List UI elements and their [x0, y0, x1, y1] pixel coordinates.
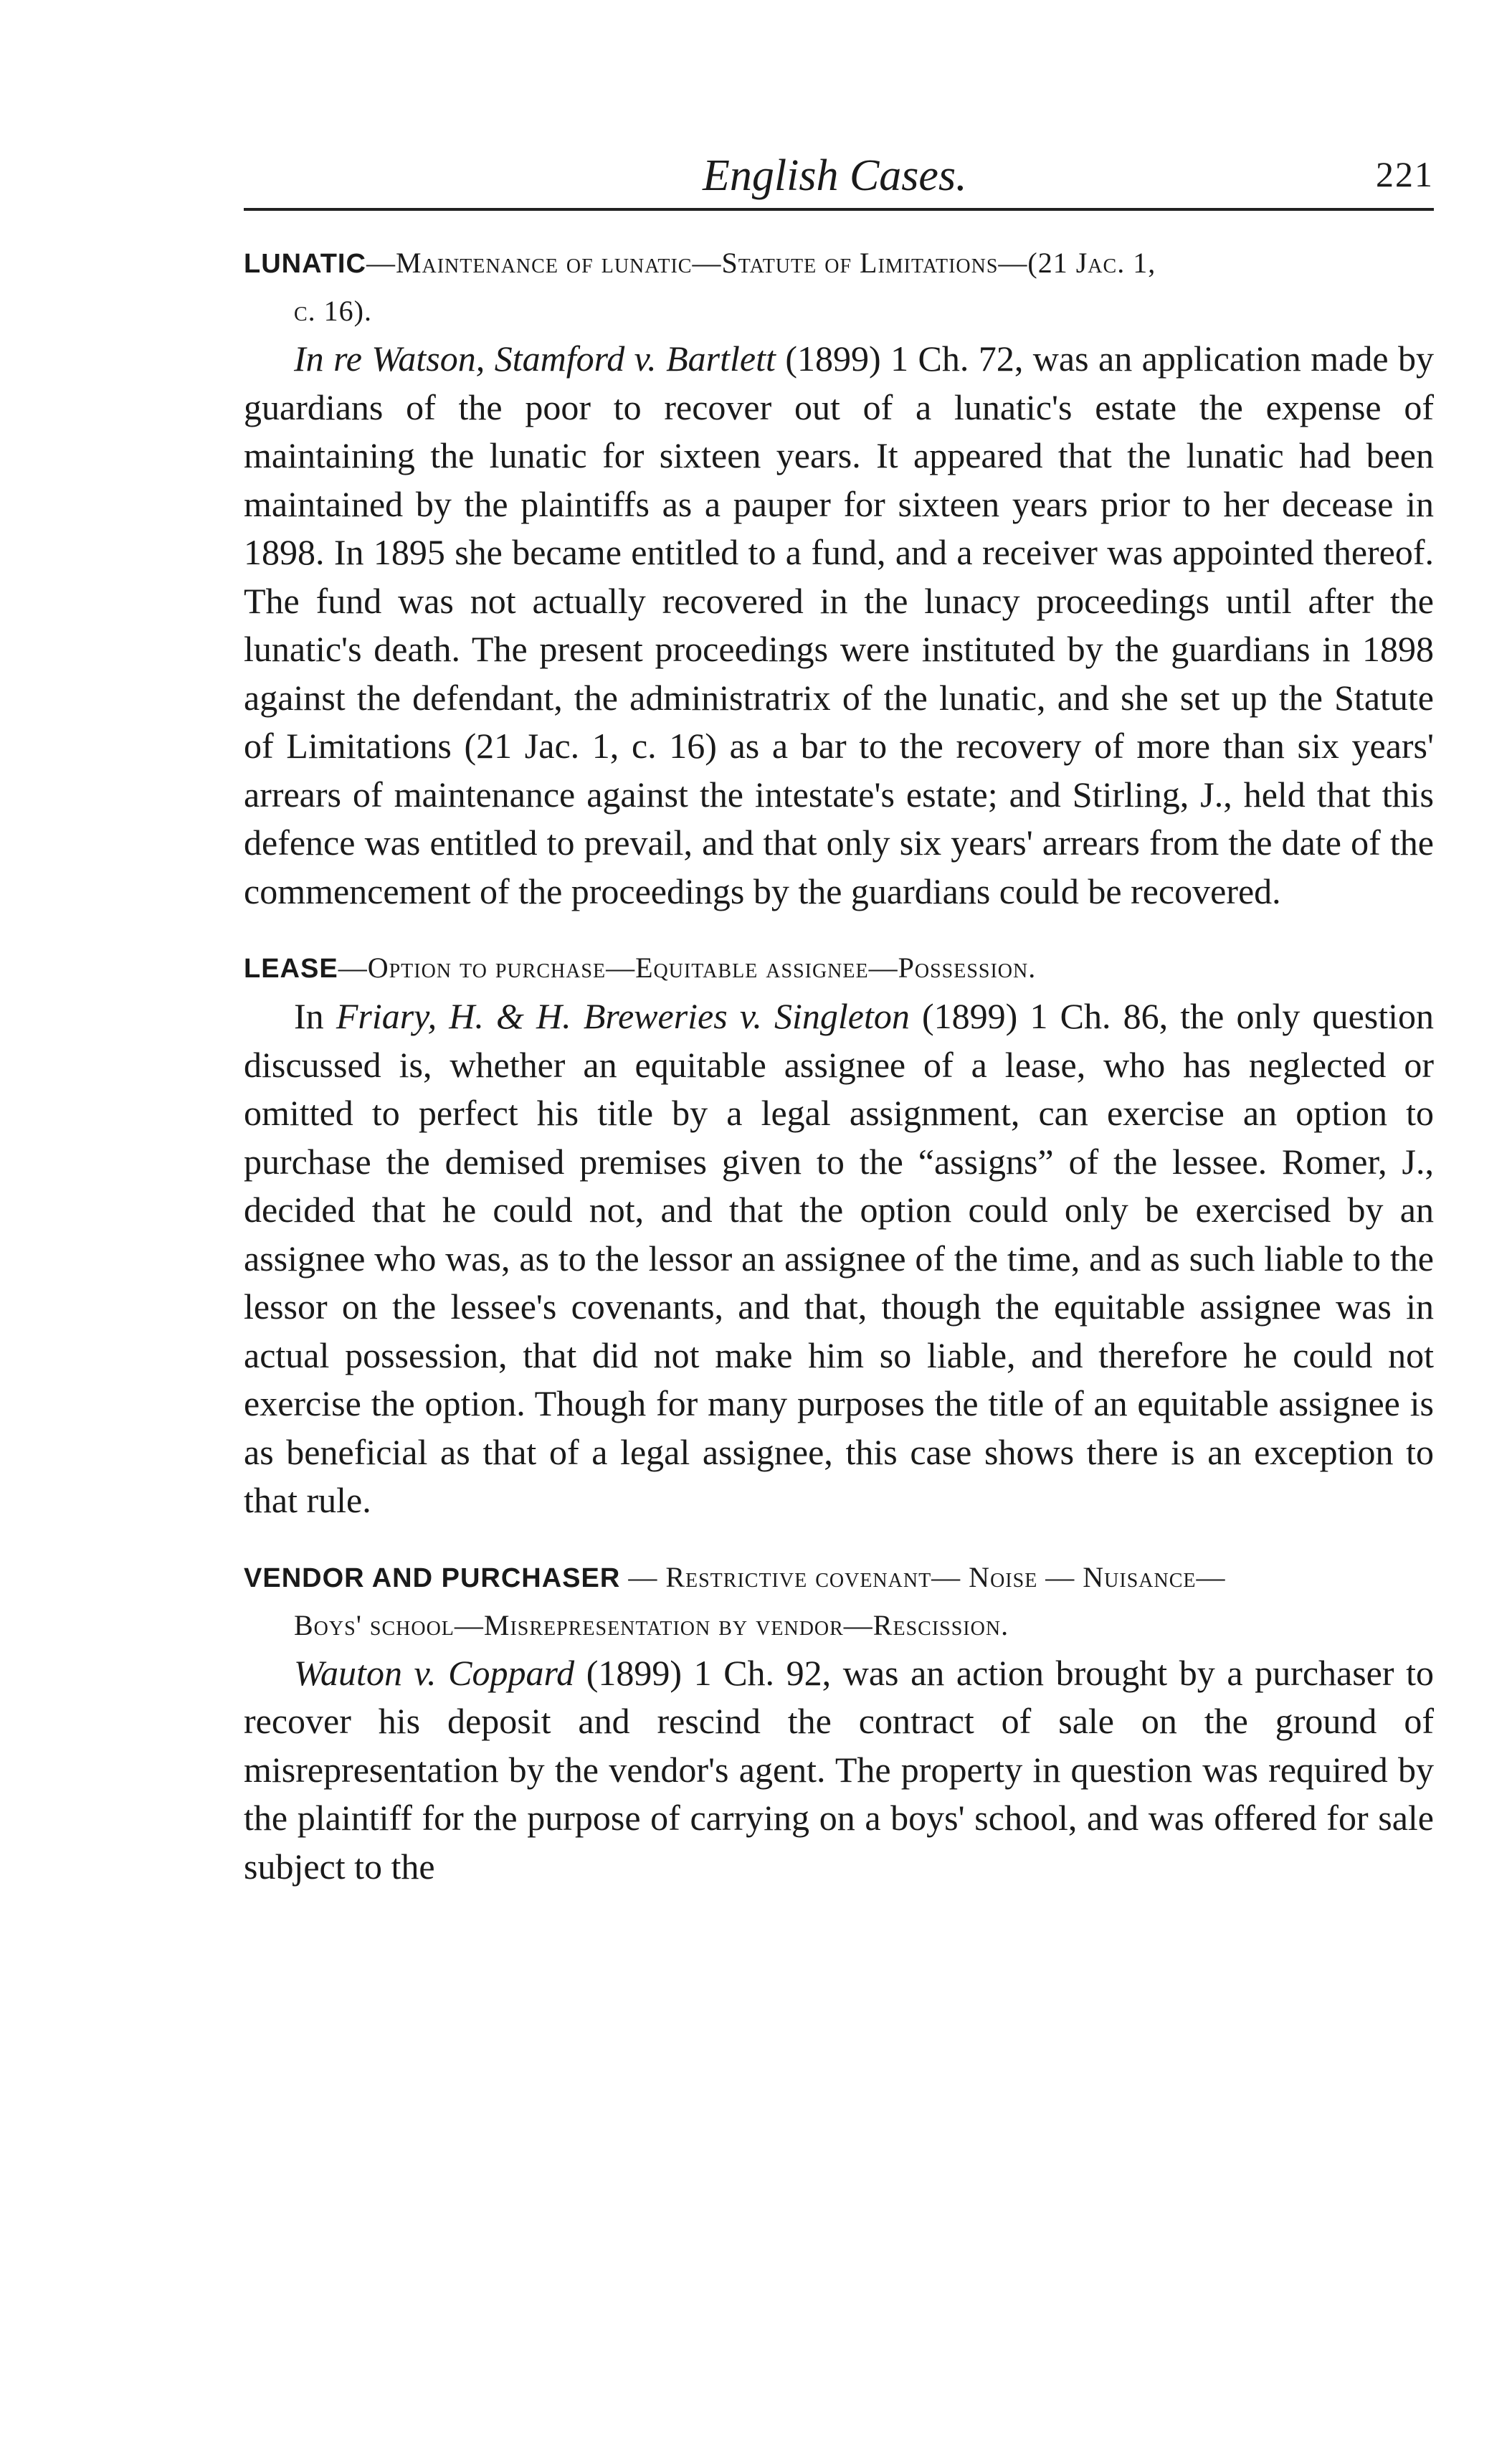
case-citation: In re Watson, Stamford v. Bartlett — [294, 338, 776, 379]
section-subtitle: —Option to purchase—Equitable assignee—Possession. — [338, 952, 1037, 984]
section-topic: LUNATIC — [244, 249, 366, 279]
book-page — [244, 151, 1434, 1891]
section-subtitle: —Maintenance of lunatic—Statute of Limitations—(21 Jac. 1, — [366, 247, 1156, 279]
case-citation: Friary, H. & H. Breweries v. Singleton — [336, 996, 910, 1036]
section-subtitle-continued: c. 16). — [294, 295, 372, 327]
running-title: English Cases. — [703, 151, 967, 200]
section-subtitle-continued: Boys' school—Misrepresentation by vendor—Rescission. — [294, 1608, 1009, 1641]
paragraph-lead: In — [294, 996, 336, 1036]
section-lunatic — [244, 239, 1434, 916]
section-paragraph — [244, 335, 1434, 916]
case-citation: Wauton v. Coppard — [294, 1652, 575, 1693]
section-heading — [244, 239, 1434, 335]
page-number: 221 — [1376, 154, 1434, 194]
section-topic: LEASE — [244, 954, 338, 984]
section-paragraph — [244, 992, 1434, 1525]
paragraph-text: (1899) 1 Ch. 72, was an application made by guardians of the poor to recover out of a lunatic's estate the expense of maintaining the lunatic for sixteen years. It appeared that the lunatic had been maintained by the plaintiffs as a pauper for sixteen years prior to her decease in 1898. In 1895 she became entitled to a fund, and a receiver was appointed thereof. The fund was not actually recovered in the lunacy proceedings until after the lunatic's death. The present proceedings were instituted by the guardians in 1898 against the defendant, the administratrix of the lunatic, and she set up the Statute of Limitations (21 Jac. 1, c. 16) as a bar to the recovery of more than six years' arrears of maintenance against the intestate's estate; and Stirling, J., held that this defence was entitled to prevail, and that only six years' arrears from the date of the commencement of the proceedings by the guardians could be recovered. — [244, 338, 1434, 911]
section-lease — [244, 944, 1434, 1525]
section-subtitle: — Restrictive covenant— Noise — Nuisance— — [620, 1560, 1226, 1593]
page-header — [244, 151, 1434, 211]
section-heading — [244, 1554, 1434, 1649]
section-topic: VENDOR AND PURCHASER — [244, 1562, 621, 1593]
section-heading — [244, 944, 1434, 992]
section-paragraph — [244, 1649, 1434, 1892]
section-vendor-purchaser — [244, 1554, 1434, 1892]
paragraph-text: (1899) 1 Ch. 92, was an action brought by a purchaser to recover his deposit and rescind the contract of sale on the ground of misrepresentation by the vendor's agent. The property in question was required by the plaintiff for the purpose of carrying on a boys' school, and was offered for sale subject to the — [244, 1652, 1435, 1887]
paragraph-text: (1899) 1 Ch. 86, the only question discussed is, whether an equitable assignee of a lease, who has neglected or omitted to perfect his title by a legal assignment, can exercise an option to purchase the demised premises given to the “assigns” of the lessee. Romer, J., decided that he could not, and that the option could only be exercised by an assignee who was, as to the lessor an assignee of the time, and as such liable to the lessor on the lessee's covenants, and that, though the equitable assignee was in actual possession, that did not make him so liable, and therefore he could not exercise the option. Though for many purposes the title of an equitable assignee is as beneficial as that of a legal assignee, this case shows there is an exception to that rule. — [244, 996, 1434, 1520]
